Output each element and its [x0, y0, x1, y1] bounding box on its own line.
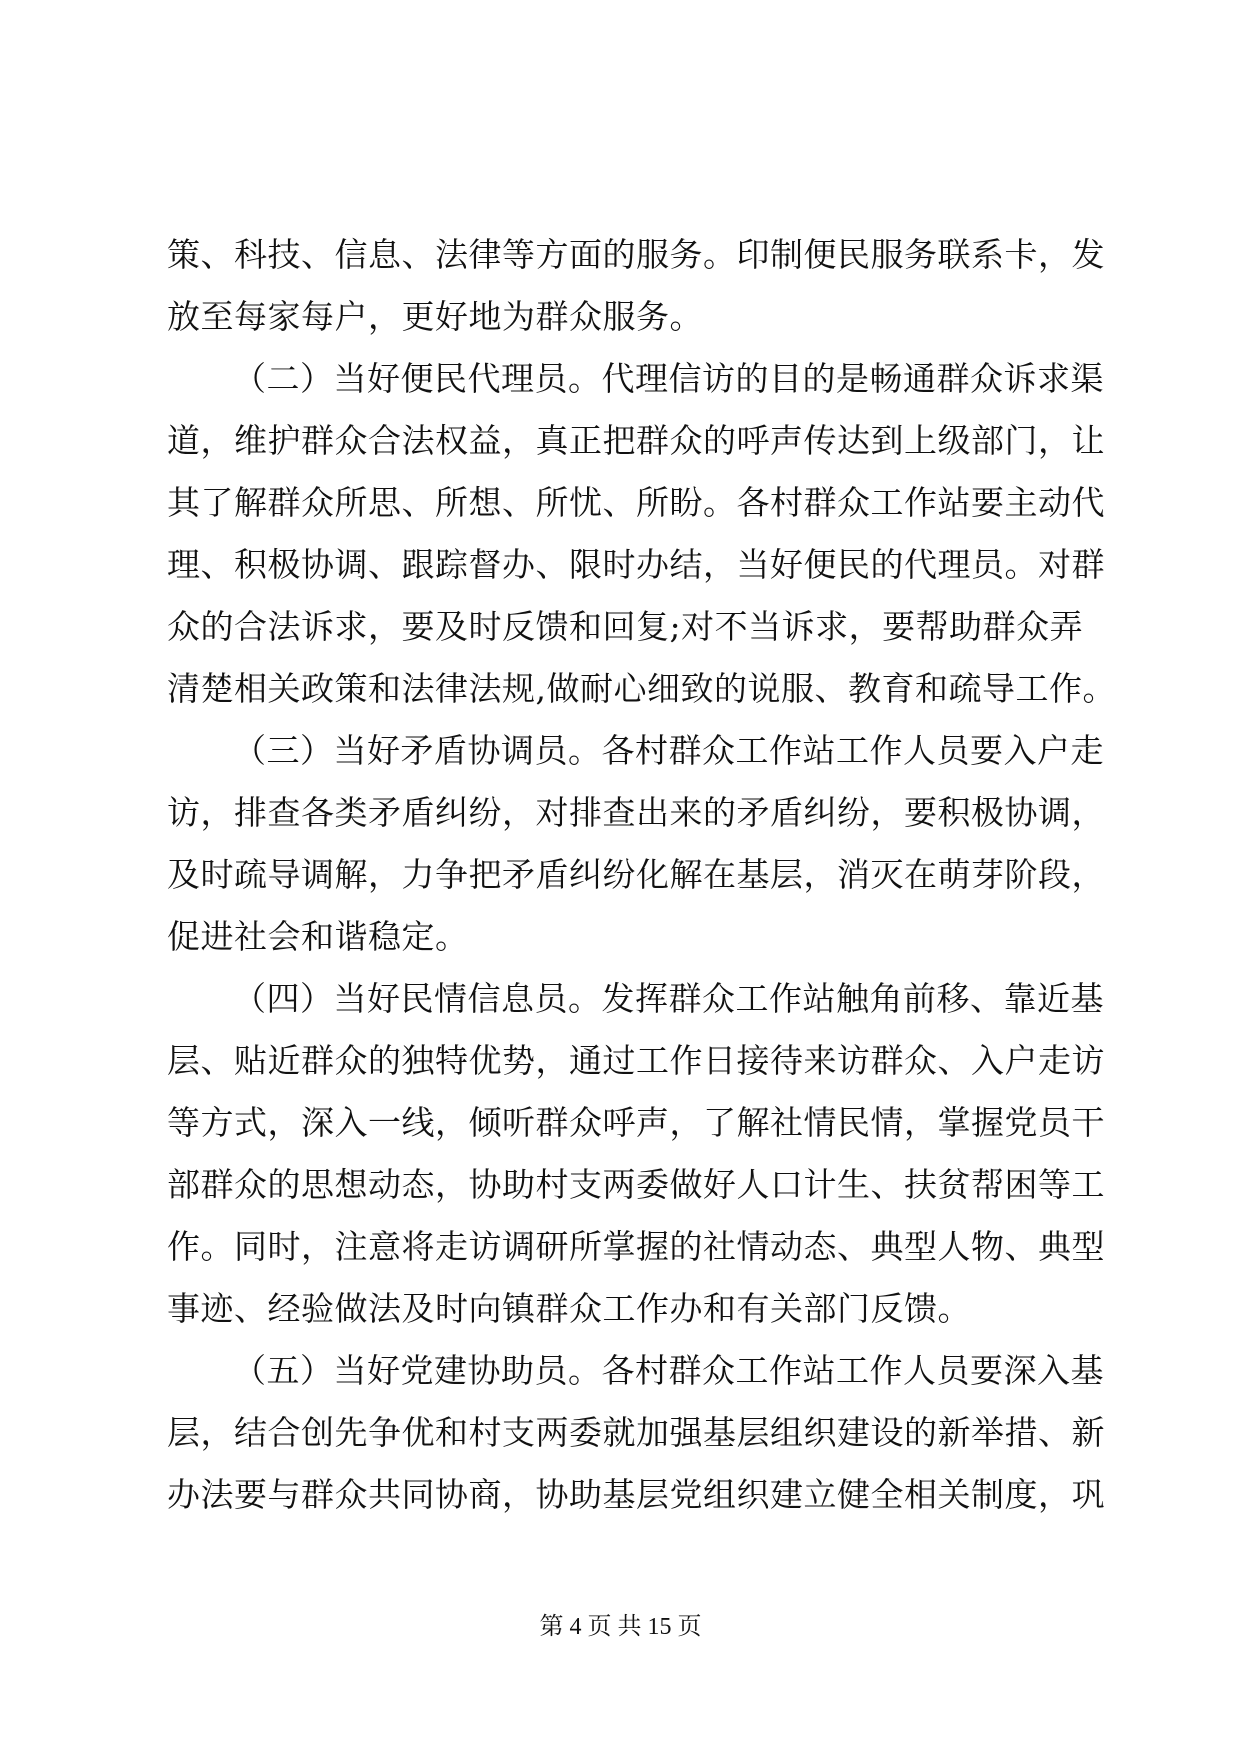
text-line-4: 道，维护群众合法权益，真正把群众的呼声传达到上级部门，让	[167, 421, 1105, 460]
text-line-6: 理、积极协调、跟踪督办、限时办结，当好便民的代理员。对群	[167, 545, 1105, 584]
text-line-12: 促进社会和谐稳定。	[167, 917, 469, 956]
document-body	[167, 224, 1116, 1526]
text-line-10: 访，排查各类矛盾纠纷，对排查出来的矛盾纠纷，要积极协调，	[167, 793, 1105, 832]
text-line-21: 办法要与群众共同协商，协助基层党组织建立健全相关制度，巩	[167, 1475, 1105, 1514]
text-line-15: 等方式，深入一线，倾听群众呼声，了解社情民情，掌握党员干	[167, 1103, 1105, 1142]
text-line-18: 事迹、经验做法及时向镇群众工作办和有关部门反馈。	[167, 1289, 971, 1328]
text-line-7: 众的合法诉求，要及时反馈和回复;对不当诉求，要帮助群众弄	[167, 607, 1084, 646]
text-line-14: 层、贴近群众的独特优势，通过工作日接待来访群众、入户走访	[167, 1041, 1105, 1080]
text-line-1: 策、科技、信息、法律等方面的服务。印制便民服务联系卡，发	[167, 235, 1105, 274]
text-line-19: （五）当好党建协助员。各村群众工作站工作人员要深入基	[233, 1351, 1104, 1390]
text-line-2: 放至每家每户，更好地为群众服务。	[167, 297, 703, 336]
text-line-9: （三）当好矛盾协调员。各村群众工作站工作人员要入户走	[233, 731, 1104, 770]
text-line-13: （四）当好民情信息员。发挥群众工作站触角前移、靠近基	[233, 979, 1104, 1018]
text-line-20: 层，结合创先争优和村支两委就加强基层组织建设的新举措、新	[167, 1413, 1105, 1452]
text-line-17: 作。同时，注意将走访调研所掌握的社情动态、典型人物、典型	[167, 1227, 1105, 1266]
page-number-footer: 第 4 页 共 15 页	[539, 1614, 702, 1640]
text-line-5: 其了解群众所思、所想、所忧、所盼。各村群众工作站要主动代	[167, 483, 1105, 522]
text-line-8: 清楚相关政策和法律法规,做耐心细致的说服、教育和疏导工作。	[167, 669, 1116, 708]
text-line-16: 部群众的思想动态，协助村支两委做好人口计生、扶贫帮困等工	[167, 1165, 1105, 1204]
text-line-3: （二）当好便民代理员。代理信访的目的是畅通群众诉求渠	[233, 359, 1104, 398]
text-line-11: 及时疏导调解，力争把矛盾纠纷化解在基层，消灭在萌芽阶段，	[167, 855, 1105, 894]
